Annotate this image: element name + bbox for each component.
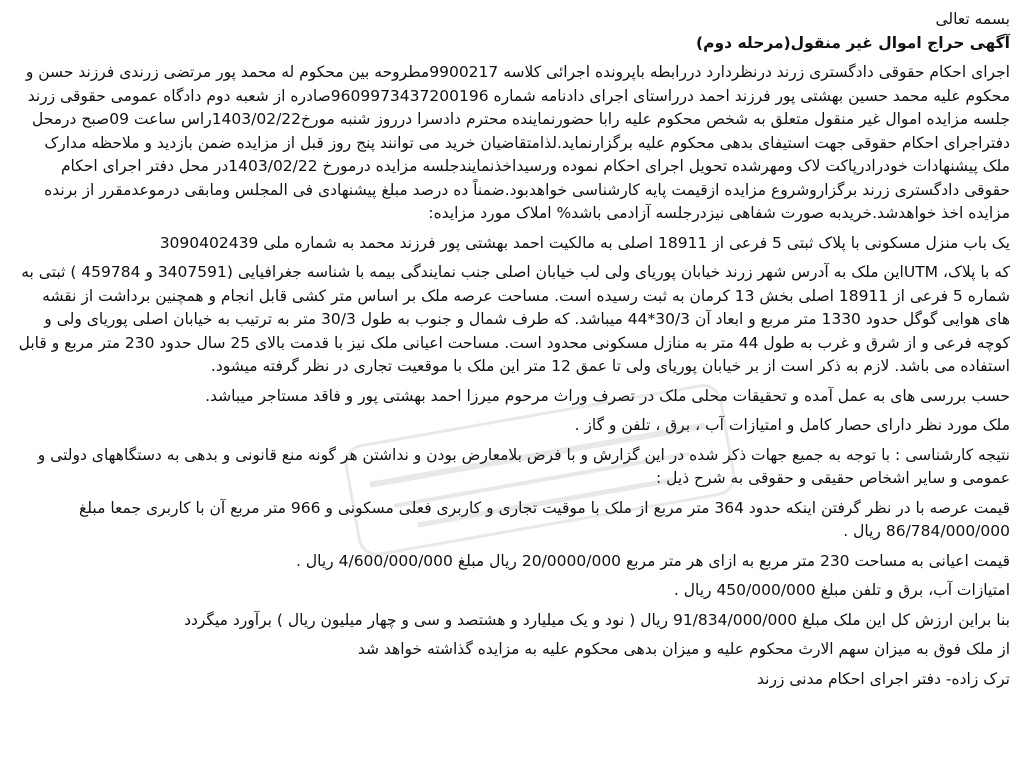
facilities-line: ملک مورد نظر دارای حصار کامل و امتیازات آب ، برق ، تلفن و گاز . xyxy=(574,416,1010,434)
header-basmala: بسمه تعالی xyxy=(935,10,1010,28)
inspection-line: حسب بررسی های به عمل آمده و تحقیقات محلی ملک در تصرف وراث مرحوم میرزا احمد بهشتی پور و فاقد مستاجر میباشد. xyxy=(205,386,1010,405)
signature-line: ترک زاده- دفتر اجرای احکام مدنی زرند xyxy=(757,669,1010,688)
intro-paragraph: اجرای احکام حقوقی دادگستری زرند درنظردارد دررابطه باپرونده اجرائی کلاسه 9900217مطروحه بین محکوم له محمد پور مرتضی زرندی فرزند حسن و محکوم علیه محمد حسین بهشتی پور فرزند احمد درراستای اجرای دادنامه شماره 9609973437200196صادره از شعبه دوم دادگاه عمومی حقوقی زرند جلسه مزایده اموال غیر منقول متعلق به شخص محکوم علیه رابا حضورنماینده محترم دادسرا درروز شنبه مورخ1403/02/22راس ساعت 09صبح درمحل دفتراجرای احکام حقوقی جهت استیفای بدهی محکوم علیه برگزارنماید.لذامتقاضیان خرید می توانند پنج روز قبل از مزایده ضمن بازدید و ملاحظه مدارک ملک پیشنهادات خودرادرپاکت لاک ومهرشده تحویل اجرای احکام نموده ورسیداخذنمایندجلسه مزایده درمورخ 1403/02/22در محل دفتر اجرای احکام حقوقی دادگستری زرند برگزاروشروع مزایده ازقیمت پایه کارشناسی خواهدبود.ضمناً ده درصد مبلغ پیشنهادی فی المجلس ومابقی درموعدمقرر از برنده مزایده اخذ خواهدشد.خریدبه صورت شفاهی نیزدرجلسه آزادمی باشد% املاک مورد مزایده: xyxy=(25,63,1010,222)
description-paragraph: که با پلاک، UTMاین ملک به آدرس شهر زرند خیابان پوریای ولی لب خیابان اصلی جنب نمایندگی بیمه با شناسه جغرافیایی (3407591 و 459784 ) ثبتی به شماره 5 فرعی از 18911 اصلی بخش 13 کرمان به ثبت رسیده است. مساحت عرصه ملک بر اساس متر کشی قابل انجام و همچنین برداشت از نقشه های هوایی گوگل حدود 1330 متر مربع و ابعاد آن 30/3*44 میباشد. که طرف شمال و جنوب به طول 30/3 متر به ترتیب به خیابان اصلی پوریای ولی و کوچه فرعی و از شرق و غرب به طول 44 متر به منازل مسکونی محدود است. مساحت اعیانی ملک نیز با قدمت بالای 25 سال حدود 230 متر مربع و قابل استفاده می باشد. لازم به ذکر است از بر خیابان پوریای ولی تا عمق 12 متر این ملک با موقعیت تجاری در نظر گرفته میشود. xyxy=(18,263,1010,375)
building-price-line: قیمت اعیانی به مساحت 230 متر مربع به ازای هر متر مربع 20/0000/000 ریال مبلغ 4/600/000/000 ریال . xyxy=(296,551,1010,570)
auction-note-line: از ملک فوق به میزان سهم الارث محکوم علیه و میزان بدهی محکوم علیه به مزایده گذاشته خواهد شد xyxy=(357,640,1010,658)
utilities-price-line: امتیازات آب، برق و تلفن مبلغ 450/000/000 ریال . xyxy=(673,581,1010,599)
property-line: یک باب منزل مسکونی با پلاک ثبتی 5 فرعی از 18911 اصلی به مالکیت احمد بهشتی پور فرزند محمد به شماره ملی 3090402439 xyxy=(159,233,1010,252)
conclusion-paragraph: نتیجه کارشناسی : با توجه به جمیع جهات ذکر شده در این گزارش و با فرض بلامعارض بودن و نداشتن هر گونه منع قانونی و بدهی به دستگاههای دولتی و عمومی و سایر اشخاص حقیقی و حقوقی به شرح ذیل : xyxy=(37,445,1010,487)
total-value-line: بنا براین ارزش کل این ملک مبلغ 91/834/000/000 ریال ( نود و یک میلیارد و هشتصد و سی و چهار میلیون ریال ) برآورد میگردد xyxy=(184,610,1010,629)
notice-title: آگهی حراج اموال غیر منقول(مرحله دوم) xyxy=(696,33,1010,52)
land-price-line: قیمت عرصه با در نظر گرفتن اینکه حدود 364 متر مربع از ملک با موقیت تجاری و کاربری فعلی مسکونی و 966 متر مربع آن با کاربری جمعا مبلغ 86/784/000/000 ریال . xyxy=(79,498,1010,540)
